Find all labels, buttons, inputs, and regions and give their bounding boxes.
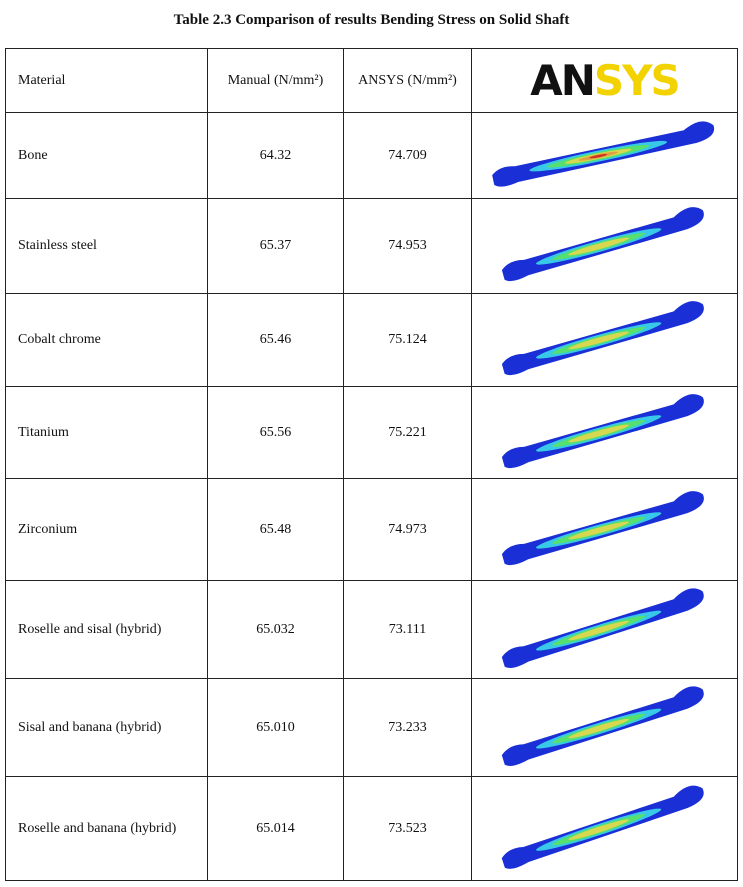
- material-cell: Sisal and banana (hybrid): [6, 679, 208, 777]
- material-cell: Roselle and sisal (hybrid): [6, 581, 208, 679]
- material-cell: Cobalt chrome: [6, 294, 208, 387]
- ansys-cell: 73.111: [344, 581, 472, 679]
- fea-stress-plot: [495, 300, 715, 380]
- ansys-logo: ANSYS: [530, 55, 679, 105]
- ansys-cell: 73.523: [344, 777, 472, 881]
- table-row: [6, 387, 738, 479]
- fea-stress-plot: [495, 206, 715, 286]
- header-manual: Manual (N/mm²): [208, 49, 344, 113]
- fea-stress-plot: [495, 685, 715, 771]
- fea-image-cell: [472, 387, 738, 479]
- table-caption: Table 2.3 Comparison of results Bending Stress on Solid Shaft: [173, 12, 570, 28]
- table-row: [6, 294, 738, 387]
- header-material: Material: [6, 49, 208, 113]
- results-table: [5, 48, 738, 881]
- ansys-cell: 73.233: [344, 679, 472, 777]
- fea-image-cell: [472, 113, 738, 199]
- ansys-cell: 74.953: [344, 199, 472, 294]
- fea-image-cell: [472, 777, 738, 881]
- manual-cell: 65.032: [208, 581, 344, 679]
- fea-image-cell: [472, 199, 738, 294]
- table-row: [6, 777, 738, 881]
- table-row: [6, 581, 738, 679]
- fea-image-cell: [472, 294, 738, 387]
- material-cell: Zirconium: [6, 479, 208, 581]
- manual-cell: 65.56: [208, 387, 344, 479]
- ansys-cell: 75.221: [344, 387, 472, 479]
- material-cell: Bone: [6, 113, 208, 199]
- ansys-logo-cell: [472, 49, 738, 113]
- fea-stress-plot: [495, 393, 715, 473]
- material-cell: Roselle and banana (hybrid): [6, 777, 208, 881]
- material-cell: Titanium: [6, 387, 208, 479]
- manual-cell: 65.37: [208, 199, 344, 294]
- fea-stress-plot: [495, 587, 715, 673]
- fea-stress-plot: [495, 490, 715, 570]
- manual-cell: 64.32: [208, 113, 344, 199]
- ansys-cell: 74.973: [344, 479, 472, 581]
- header-ansys: ANSYS (N/mm²): [344, 49, 472, 113]
- ansys-cell: 75.124: [344, 294, 472, 387]
- table-row: [6, 113, 738, 199]
- fea-stress-plot: [485, 121, 725, 191]
- table-row: [6, 199, 738, 294]
- fea-image-cell: [472, 679, 738, 777]
- header-row: [6, 49, 738, 113]
- fea-image-cell: [472, 479, 738, 581]
- ansys-cell: 74.709: [344, 113, 472, 199]
- table-row: [6, 479, 738, 581]
- manual-cell: 65.48: [208, 479, 344, 581]
- material-cell: Stainless steel: [6, 199, 208, 294]
- manual-cell: 65.46: [208, 294, 344, 387]
- table-row: [6, 679, 738, 777]
- manual-cell: 65.014: [208, 777, 344, 881]
- fea-image-cell: [472, 581, 738, 679]
- manual-cell: 65.010: [208, 679, 344, 777]
- fea-stress-plot: [495, 784, 715, 874]
